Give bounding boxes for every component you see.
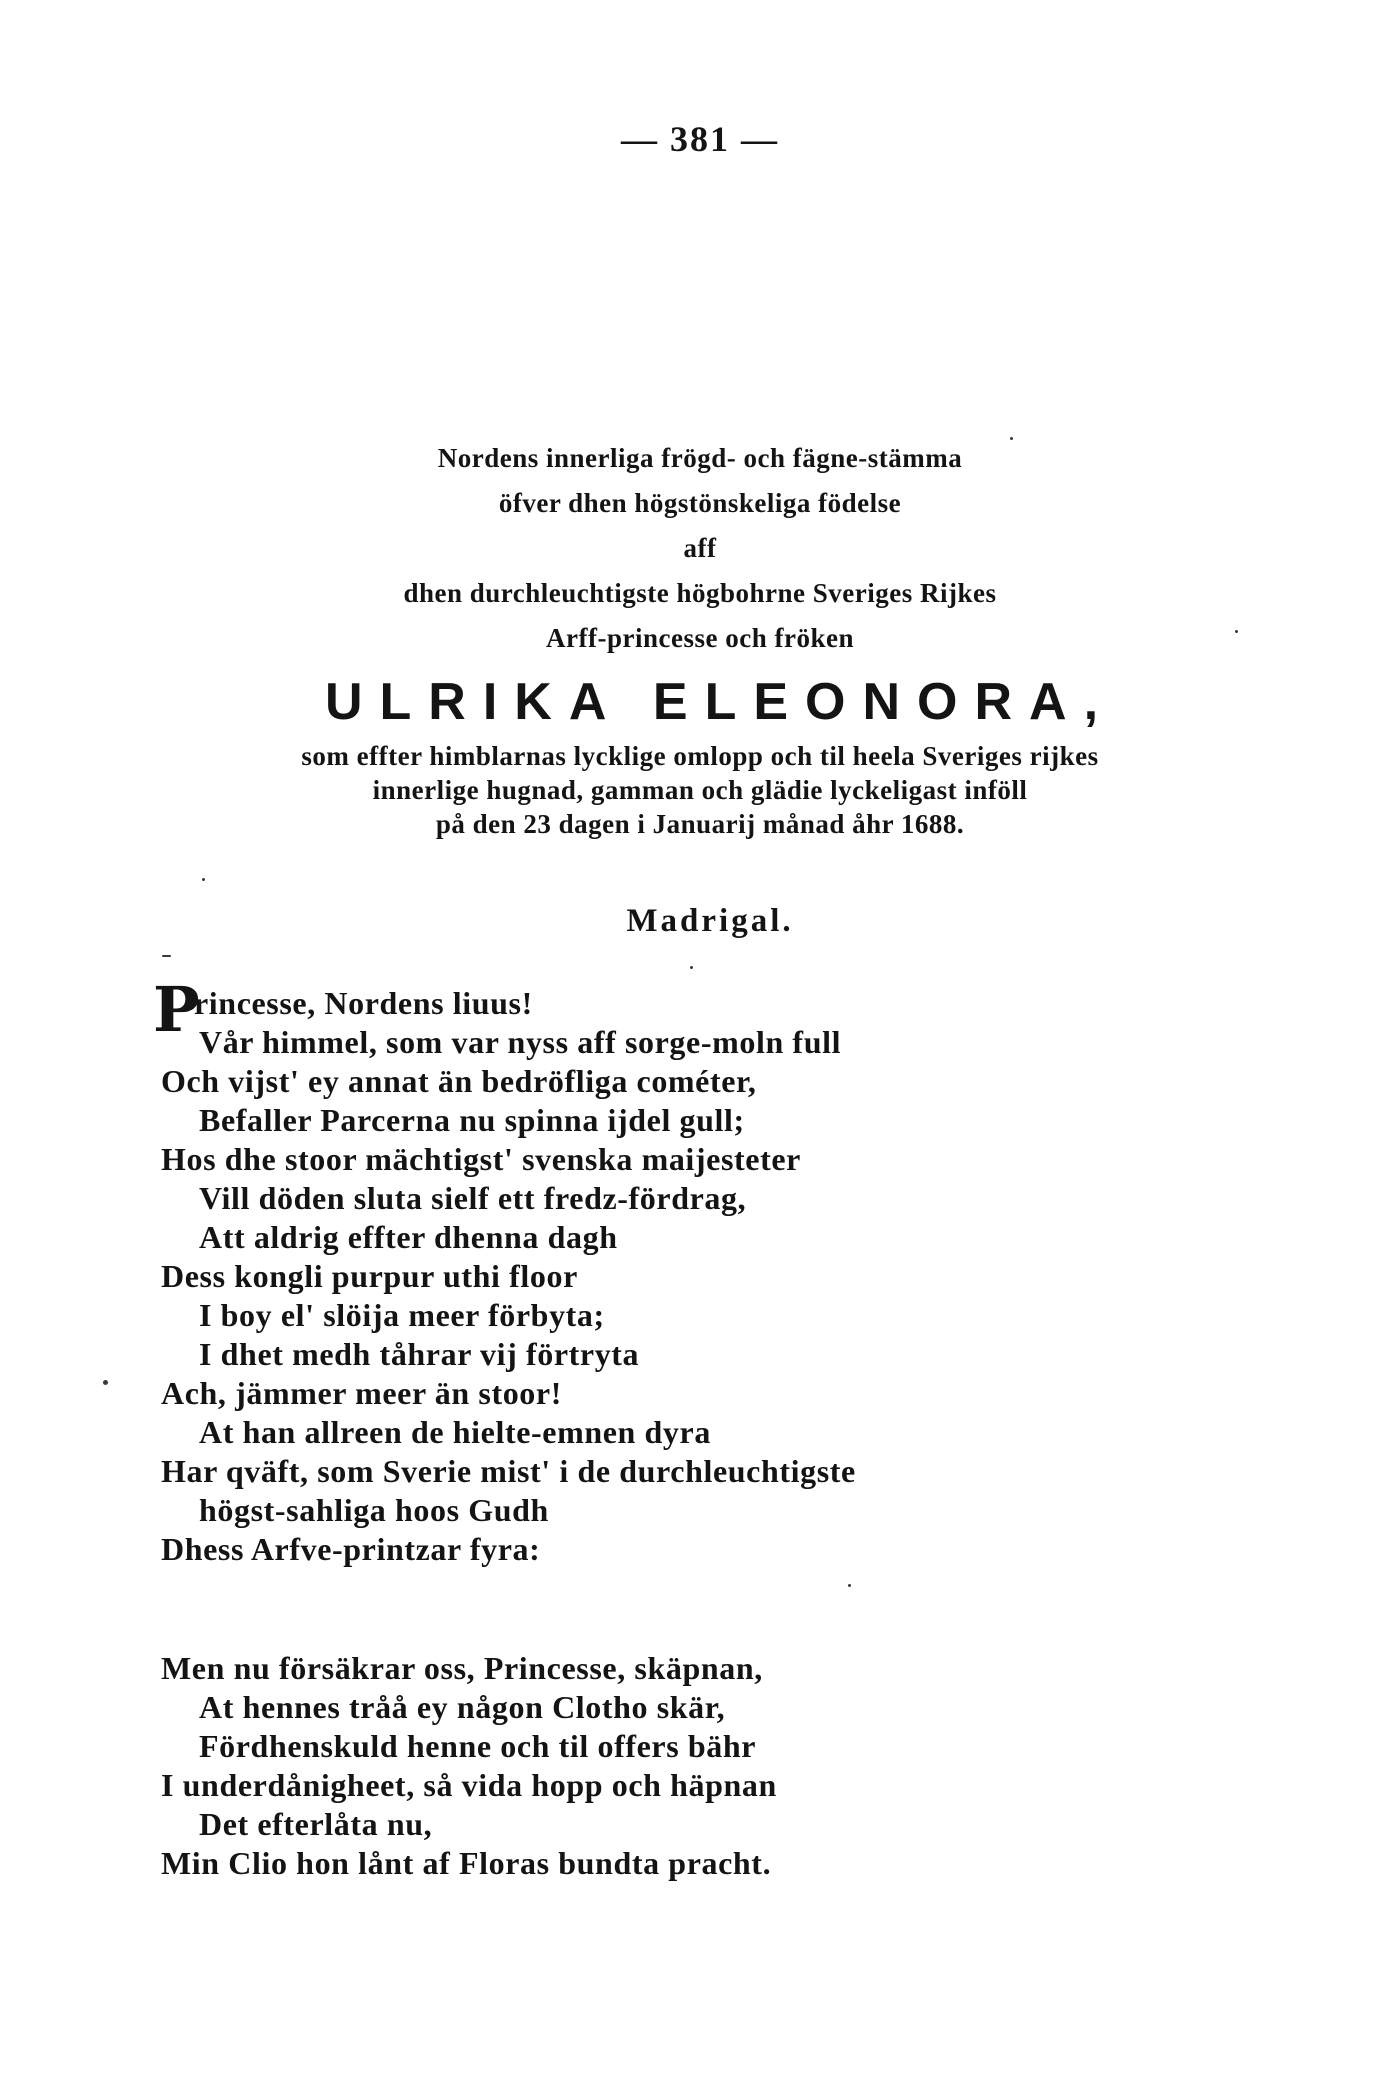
- title-line: dhen durchleuchtigste högbohrne Sveriges Rijkes: [403, 578, 997, 608]
- print-speck: [162, 955, 171, 957]
- poem-line: högst-sahliga hoos Gudh: [199, 1492, 549, 1528]
- drop-cap-initial: P: [153, 973, 201, 1046]
- occasion-line: innerlige hugnad, gamman och glädie lyckeligast inföll: [372, 775, 1028, 805]
- print-speck: [848, 1584, 851, 1587]
- title-line: öfver dhen högstönskeliga födelse: [498, 488, 902, 518]
- poem-line: I underdånigheet, så vida hopp och häpnan: [161, 1767, 777, 1803]
- poem-line: At hennes tråå ey någon Clotho skär,: [199, 1689, 726, 1725]
- title-line: Arff-princesse och fröken: [546, 623, 854, 653]
- poem-line: Dhess Arfve-printzar fyra:: [161, 1531, 541, 1567]
- poem-line: I dhet medh tåhrar vij förtryta: [199, 1336, 640, 1372]
- poem-line: At han allreen de hielte-emnen dyra: [199, 1414, 711, 1450]
- print-speck: [1010, 437, 1013, 440]
- print-speck: [690, 966, 693, 969]
- poem-genre-heading: Madrigal.: [626, 903, 794, 939]
- poem-line: Min Clio hon lånt af Floras bundta pracht.: [161, 1845, 772, 1881]
- poem-line: Dess kongli purpur uthi floor: [161, 1258, 578, 1294]
- title-line: aff: [683, 533, 717, 563]
- princess-name: ULRIKA ELEONORA,: [324, 673, 1116, 731]
- poem-line: Att aldrig effter dhenna dagh: [199, 1219, 618, 1255]
- first-line-text: rincesse, Nordens liuus!: [194, 985, 533, 1021]
- poem-line: Befaller Parcerna nu spinna ijdel gull;: [199, 1102, 745, 1138]
- poem-line: Vår himmel, som var nyss aff sorge-moln full: [199, 1024, 842, 1060]
- occasion-line: som effter himblarnas lycklige omlopp och til heela Sveriges rijkes: [301, 741, 1099, 771]
- poem-line: Och vijst' ey annat än bedröfliga cométer,: [161, 1063, 757, 1099]
- occasion-line: på den 23 dagen i Januarij månad åhr 1688.: [435, 809, 965, 839]
- title-line: Nordens innerliga frögd- och fägne-stämma: [437, 443, 963, 473]
- title-block: [0, 436, 1400, 841]
- poem-body: [153, 973, 1261, 1883]
- poem-line: Men nu försäkrar oss, Princesse, skäpnan,: [161, 1650, 763, 1686]
- poem-line: Fördhenskuld henne och til offers bähr: [199, 1728, 757, 1764]
- page-number: — 381 —: [621, 119, 779, 159]
- poem-line: Vill döden sluta sielf ett fredz-fördrag,: [199, 1180, 747, 1216]
- stanza-break: [161, 1569, 1261, 1649]
- poem-line: Ach, jämmer meer än stoor!: [161, 1375, 562, 1411]
- poem-line: Har qväft, som Sverie mist' i de durchleuchtigste: [161, 1453, 856, 1489]
- poem-line: Hos dhe stoor mächtigst' svenska maijesteter: [161, 1141, 801, 1177]
- poem-line: Det efterlåta nu,: [199, 1806, 433, 1842]
- print-speck: [103, 1380, 108, 1385]
- poem-line: I boy el' slöija meer förbyta;: [199, 1297, 605, 1333]
- print-speck: [202, 878, 205, 881]
- print-speck: [1235, 630, 1238, 633]
